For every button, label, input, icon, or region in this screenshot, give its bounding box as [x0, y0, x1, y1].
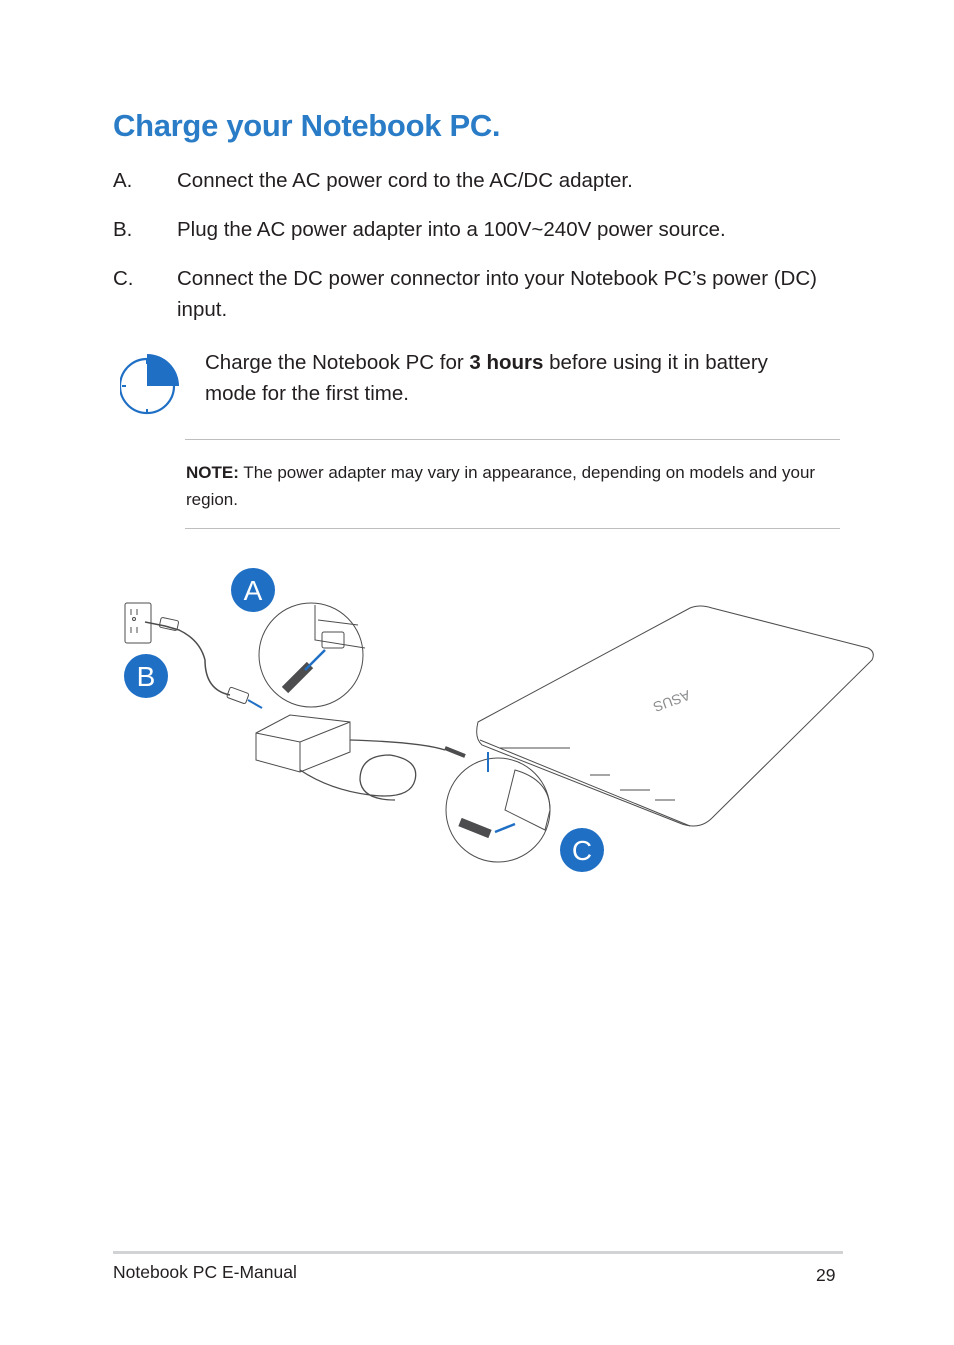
tip-text-end: before using it in battery mode for the first time.: [205, 351, 768, 405]
step-text: Plug the AC power adapter into a 100V~240V power source.: [177, 218, 726, 241]
step-text: Connect the DC power connector into your Notebook PC’s power (DC) input.: [177, 267, 817, 321]
note: [186, 459, 846, 513]
step-letter: B.: [113, 218, 133, 241]
charge-tip: [205, 347, 805, 409]
laptop-icon: [477, 606, 874, 826]
note-bottom-divider: [185, 528, 840, 529]
callout-c-icon: [560, 828, 604, 872]
step-text: Connect the AC power cord to the AC/DC adapter.: [177, 169, 633, 192]
charging-illustration: [100, 560, 880, 880]
note-top-divider: [185, 439, 840, 440]
tip-text-start: Charge the Notebook PC for: [205, 351, 470, 374]
callout-b-icon: [124, 654, 168, 698]
tip-duration: 3 hours: [469, 351, 544, 374]
svg-text:ASUS: ASUS: [651, 687, 693, 716]
callout-a-icon: [231, 568, 275, 612]
clock-icon: [120, 352, 184, 416]
note-label: NOTE:: [186, 463, 239, 482]
footer-divider: [113, 1251, 843, 1254]
power-adapter-icon: [256, 715, 350, 772]
callout-a-label: A: [243, 575, 263, 606]
callout-b-label: B: [136, 661, 156, 692]
step-letter: C.: [113, 267, 134, 290]
page-number: 29: [816, 1265, 836, 1285]
footer-manual-title: Notebook PC E-Manual: [113, 1262, 297, 1282]
page-title: Charge your Notebook PC.: [113, 108, 501, 143]
callout-c-label: C: [571, 835, 593, 866]
note-text: The power adapter may vary in appearance, depending on models and your region.: [186, 463, 816, 509]
step-letter: A.: [113, 169, 133, 192]
